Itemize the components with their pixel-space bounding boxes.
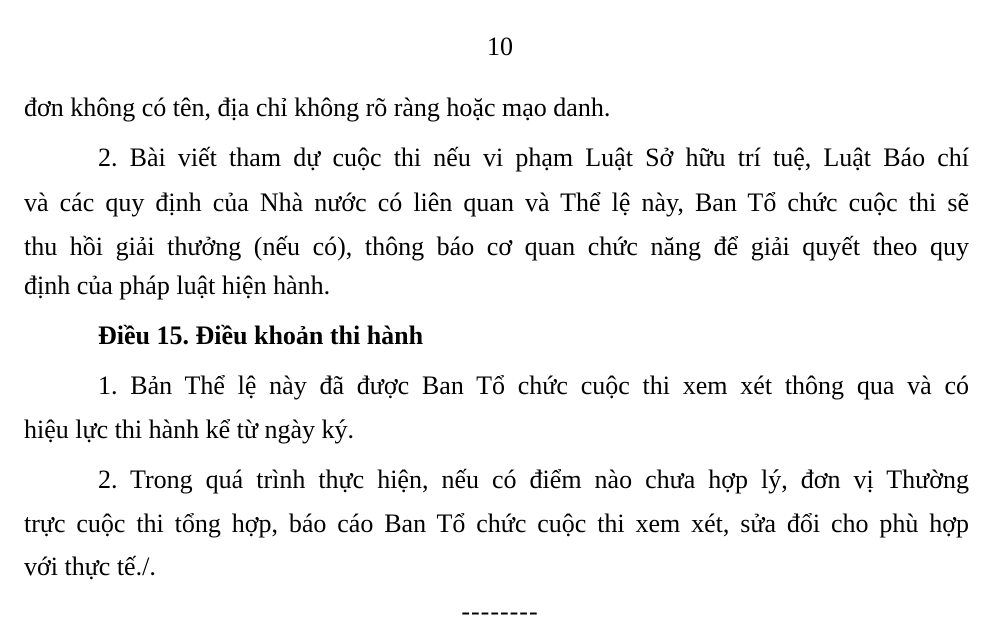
article-15-clause-1-line-2: hiệu lực thi hành kể từ ngày ký. — [24, 415, 355, 444]
article-15-clause-2-line-1: 2. Trong quá trình thực hiện, nếu có điểm nào chưa hợp lý, đơn vị Thường — [98, 465, 969, 494]
article-15-clause-2-line-2: trực cuộc thi tổng hợp, báo cáo Ban Tổ chức cuộc thi xem xét, sửa đổi cho phù hợp — [24, 509, 969, 538]
paragraph-2-line-1: 2. Bài viết tham dự cuộc thi nếu vi phạm Luật Sở hữu trí tuệ, Luật Báo chí — [98, 143, 969, 172]
page-number: 10 — [487, 32, 513, 61]
text-line-continuation: đơn không có tên, địa chỉ không rõ ràng hoặc mạo danh. — [24, 93, 611, 122]
paragraph-2-line-2: và các quy định của Nhà nước có liên quan và Thể lệ này, Ban Tổ chức cuộc thi sẽ — [24, 188, 969, 217]
article-15-clause-2-line-3: với thực tế./. — [24, 552, 156, 581]
article-15-heading: Điều 15. Điều khoản thi hành — [98, 321, 424, 350]
article-15-clause-1-line-1: 1. Bản Thể lệ này đã được Ban Tổ chức cuộc thi xem xét thông qua và có — [98, 371, 969, 400]
paragraph-2-line-3: thu hồi giải thưởng (nếu có), thông báo cơ quan chức năng để giải quyết theo quy — [24, 232, 969, 261]
document-end-mark: -------- — [461, 597, 539, 626]
paragraph-2-line-4: định của pháp luật hiện hành. — [24, 271, 331, 300]
